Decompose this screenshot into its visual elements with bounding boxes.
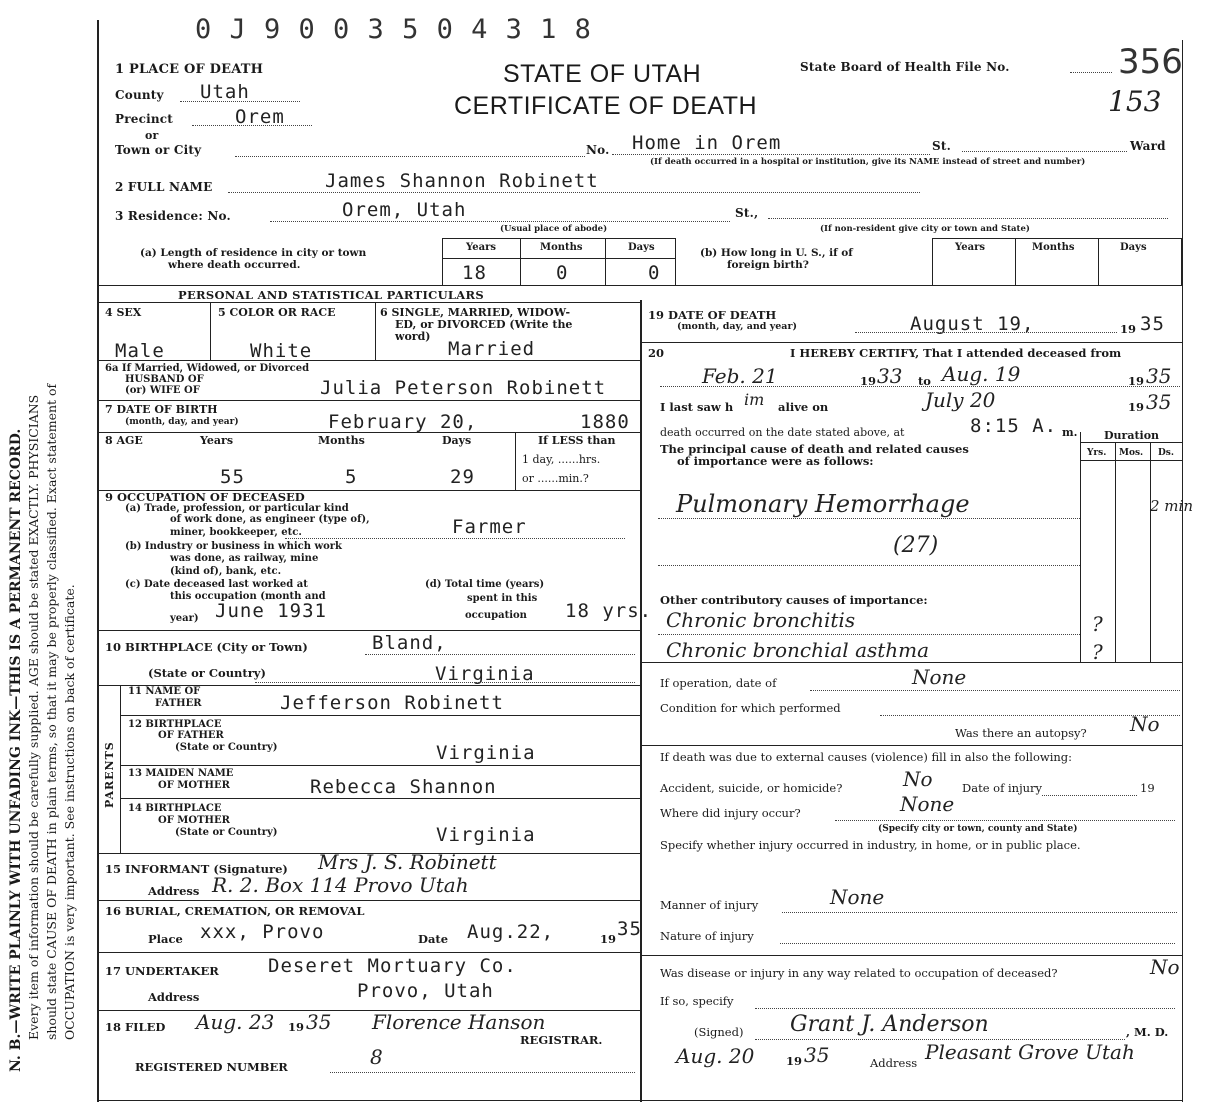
sidebar-line-3: should state CAUSE OF DEATH in plain terms, so that it may be properly classified. Exact statement of	[44, 383, 59, 1040]
father-birthplace-label-c: (State or Country)	[175, 742, 278, 753]
external-causes-label: If death was due to external causes (violence) fill in also the following:	[660, 750, 1073, 764]
residence-years: 18	[462, 262, 487, 284]
birthplace-state-label: (State or Country)	[148, 666, 266, 680]
burial-date: Aug.22,	[467, 921, 555, 943]
sidebar-line-2: Every item of information should be carefully supplied. AGE should be stated EXACTLY. PHYSICIANS	[26, 394, 41, 1040]
death-date-label-b: (month, day, and year)	[677, 321, 797, 332]
nature-label: Nature of injury	[660, 929, 754, 943]
occupation-d3: occupation	[465, 610, 527, 621]
last-saw-date: July 20	[925, 388, 996, 412]
occupation-d2: spent in this	[467, 593, 538, 604]
form-left-border	[97, 20, 99, 1102]
marital-label-a: 6 SINGLE, MARRIED, WIDOW-	[380, 306, 571, 319]
certify-to-year: 35	[1146, 364, 1172, 388]
undertaker-value: Deseret Mortuary Co.	[268, 955, 517, 977]
residence-value: Orem, Utah	[342, 199, 467, 221]
filed-date: Aug. 23	[196, 1010, 275, 1034]
operation-label: If operation, date of	[660, 676, 777, 690]
street-label: St.	[932, 139, 951, 153]
primary-cause-duration: 2 min	[1150, 497, 1193, 515]
death-occurred-label: death occurred on the date stated above, at	[660, 426, 905, 439]
days-col-header: Ds.	[1158, 448, 1175, 458]
burial-year: 35	[617, 918, 642, 940]
accident-value: No	[903, 767, 933, 791]
age-years-header: Years	[200, 434, 234, 447]
cause-code: (27)	[893, 533, 939, 558]
less-than-label-a: If LESS than	[538, 434, 616, 447]
certify-number: 20	[648, 346, 665, 360]
cause-label-a: The principal cause of death and related causes	[660, 442, 969, 456]
age-months-header: Months	[318, 434, 365, 447]
death-time: 8:15 A.	[970, 415, 1058, 437]
precinct-label: Precinct	[115, 112, 174, 126]
undertaker-address-label: Address	[148, 990, 200, 1004]
parents-side-label: PARENTS	[103, 741, 116, 808]
occupation-b2: was done, as railway, mine	[170, 553, 319, 564]
dob-value: February 20,	[328, 411, 478, 433]
hospital-note: (If death occurred in a hospital or institution, give its NAME instead of street and number)	[650, 157, 1086, 167]
father-value: Jefferson Robinett	[280, 692, 504, 714]
occupation-d1: (d) Total time (years)	[425, 579, 545, 590]
personal-header: PERSONAL AND STATISTICAL PARTICULARS	[178, 288, 484, 302]
marital-label-b: ED, or DIVORCED (Write the	[395, 318, 573, 331]
color-label: 5 COLOR OR RACE	[218, 306, 336, 319]
spouse-value: Julia Peterson Robinett	[320, 377, 607, 399]
undertaker-address: Provo, Utah	[357, 980, 494, 1002]
certify-to-label: to	[918, 374, 931, 388]
last-saw-him: im	[744, 390, 765, 409]
md-label: , M. D.	[1126, 1025, 1169, 1039]
us-residence-label-b: foreign birth?	[727, 259, 809, 271]
occupation-c2: this occupation (month and	[170, 591, 326, 602]
other-cause-2: Chronic bronchial asthma	[666, 638, 930, 662]
occupation-b1: (b) Industry or business in which work	[125, 541, 342, 552]
residence-days-header: Days	[628, 242, 655, 253]
residence-months: 0	[556, 262, 569, 284]
occupation-value: Farmer	[452, 516, 527, 538]
duration-header: Duration	[1104, 429, 1160, 442]
where-label: Where did injury occur?	[660, 806, 801, 820]
signed-year: 35	[804, 1043, 830, 1067]
condition-label: Condition for which performed	[660, 701, 841, 715]
dob-year: 1880	[580, 411, 630, 433]
occupation-a3: miner, bookkeeper, etc.	[170, 527, 302, 538]
marital-label-c: word)	[395, 330, 431, 343]
form-title-state: STATE OF UTAH	[503, 60, 702, 88]
residence-label: 3 Residence: No.	[115, 209, 231, 223]
death-time-suffix: m.	[1062, 426, 1078, 439]
mother-birthplace-label-b: OF MOTHER	[158, 815, 230, 826]
age-months: 5	[345, 466, 358, 488]
age-days: 29	[450, 466, 475, 488]
burial-date-label: Date	[418, 932, 449, 946]
place-of-death-label: 1 PLACE OF DEATH	[115, 62, 264, 77]
county-value: Utah	[200, 81, 250, 103]
last-worked-value: June 1931	[215, 600, 327, 622]
spouse-label-a: 6a If Married, Widowed, or Divorced	[105, 363, 310, 374]
full-name-value: James Shannon Robinett	[325, 170, 599, 192]
undertaker-label: 17 UNDERTAKER	[105, 964, 219, 978]
father-birthplace-label-b: OF FATHER	[158, 730, 224, 741]
sidebar-line-1: N. B.—WRITE PLAINLY WITH UNFADING INK—THIS IS A PERMANENT RECORD.	[8, 428, 24, 1072]
cause-label-b: of importance were as follows:	[677, 454, 874, 468]
color-value: White	[250, 340, 313, 362]
registrar-signature: Florence Hanson	[372, 1010, 546, 1034]
specify-label: Specify whether injury occurred in industry, in home, or in public place.	[660, 838, 1081, 852]
other-cause-2-duration: ?	[1092, 640, 1103, 664]
last-saw-prefix: 19	[1128, 400, 1145, 414]
mother-label-a: 13 MAIDEN NAME	[128, 768, 234, 779]
residence-months-header: Months	[540, 242, 583, 253]
other-causes-label: Other contributory causes of importance:	[660, 593, 928, 607]
injury-year-prefix: 19	[1140, 781, 1155, 795]
accident-label: Accident, suicide, or homicide?	[660, 781, 843, 795]
primary-cause: Pulmonary Hemorrhage	[676, 490, 970, 518]
burial-year-prefix: 19	[600, 932, 617, 946]
last-saw-year: 35	[1146, 390, 1172, 414]
precinct-value: Orem	[235, 106, 285, 128]
less-than-label-b: 1 day, ......hrs.	[522, 453, 601, 466]
mother-birthplace: Virginia	[436, 824, 536, 846]
father-birthplace-label-a: 12 BIRTHPLACE	[128, 719, 222, 730]
street-number-value: Home in Orem	[632, 132, 782, 154]
us-days-header: Days	[1120, 242, 1147, 253]
informant-label: 15 INFORMANT (Signature)	[105, 862, 288, 876]
informant-address-label: Address	[148, 884, 200, 898]
filed-label: 18 FILED	[105, 1020, 166, 1034]
manner-value: None	[830, 885, 885, 909]
length-residence-label-b: where death occurred.	[168, 259, 301, 271]
burial-label: 16 BURIAL, CREMATION, OR REMOVAL	[105, 904, 365, 918]
other-cause-1: Chronic bronchitis	[666, 608, 856, 632]
other-cause-1-duration: ?	[1092, 612, 1103, 636]
mother-value: Rebecca Shannon	[310, 776, 497, 798]
board-file-label: State Board of Health File No.	[800, 60, 1010, 74]
ward-label: Ward	[1130, 139, 1166, 153]
file-number: 356	[1118, 42, 1183, 82]
form-bottom-border	[97, 1100, 1182, 1101]
last-saw-label-a: I last saw h	[660, 400, 734, 414]
occupation-a1: (a) Trade, profession, or particular kind	[125, 503, 349, 514]
related-label: Was disease or injury in any way related to occupation of deceased?	[660, 966, 1058, 980]
occupation-b3: (kind of), bank, etc.	[170, 566, 282, 577]
non-resident-note: (If non-resident give city or town and State)	[820, 224, 1030, 234]
birthplace-label: 10 BIRTHPLACE (City or Town)	[105, 640, 308, 654]
town-label: Town or City	[115, 143, 202, 157]
signed-label: (Signed)	[694, 1025, 744, 1039]
us-months-header: Months	[1032, 242, 1075, 253]
informant-signature: Mrs J. S. Robinett	[318, 850, 497, 874]
physician-signature: Grant J. Anderson	[790, 1012, 989, 1037]
autopsy-label: Was there an autopsy?	[955, 726, 1087, 740]
occupation-c3: year)	[170, 613, 199, 624]
county-label: County	[115, 88, 164, 102]
burial-place: xxx, Provo	[200, 921, 325, 943]
registered-number: 8	[370, 1045, 383, 1069]
form-title-certificate: CERTIFICATE OF DEATH	[454, 92, 758, 120]
occupation-label: 9 OCCUPATION OF DECEASED	[105, 490, 305, 504]
dob-label-a: 7 DATE OF BIRTH	[105, 403, 218, 416]
months-col-header: Mos.	[1119, 448, 1144, 458]
operation-value: None	[912, 665, 967, 689]
father-label-a: 11 NAME OF	[128, 686, 201, 697]
certify-from: Feb. 21	[702, 364, 778, 388]
certify-from-prefix: 19	[860, 374, 877, 388]
sex-value: Male	[115, 340, 165, 362]
certify-text: I HEREBY CERTIFY, That I attended deceased from	[790, 346, 1122, 360]
manner-label: Manner of injury	[660, 898, 759, 912]
where-value: None	[900, 792, 955, 816]
file-number-secondary: 153	[1108, 85, 1162, 118]
certify-from-year: 33	[877, 364, 903, 388]
registrar-label: REGISTRAR.	[520, 1033, 603, 1047]
residence-days: 0	[648, 262, 661, 284]
signed-year-prefix: 19	[786, 1054, 803, 1068]
spouse-label-c: (or) WIFE OF	[125, 385, 200, 396]
usual-abode-note: (Usual place of abode)	[500, 224, 608, 234]
filed-year: 35	[306, 1010, 332, 1034]
mother-birthplace-label-a: 14 BIRTHPLACE	[128, 803, 222, 814]
last-saw-label-b: alive on	[778, 400, 829, 414]
form-right-border	[1182, 40, 1183, 1102]
filed-year-prefix: 19	[288, 1020, 305, 1034]
if-so-label: If so, specify	[660, 994, 734, 1008]
death-date-label-a: 19 DATE OF DEATH	[648, 308, 777, 322]
father-label-b: FATHER	[155, 698, 202, 709]
spouse-label-b: HUSBAND OF	[125, 374, 204, 385]
full-name-label: 2 FULL NAME	[115, 180, 213, 194]
physician-address-label: Address	[870, 1056, 918, 1070]
sex-label: 4 SEX	[105, 306, 142, 319]
us-years-header: Years	[955, 242, 986, 253]
residence-years-header: Years	[466, 242, 497, 253]
age-days-header: Days	[442, 434, 472, 447]
physician-address: Pleasant Grove Utah	[925, 1040, 1135, 1064]
informant-address: R. 2. Box 114 Provo Utah	[212, 873, 469, 897]
total-time-value: 18 yrs.	[565, 600, 653, 622]
birthplace-city: Bland,	[372, 632, 447, 654]
death-year-prefix: 19	[1120, 322, 1137, 336]
death-date-value: August 19,	[910, 313, 1035, 335]
middle-divider	[640, 300, 642, 1102]
injury-date-label: Date of injury	[962, 781, 1043, 795]
dob-label-b: (month, day, and year)	[125, 417, 239, 427]
burial-place-label: Place	[148, 932, 183, 946]
residence-street-label: St.,	[735, 206, 759, 220]
years-col-header: Yrs.	[1087, 448, 1107, 458]
certify-to: Aug. 19	[942, 362, 1021, 386]
registered-number-label: REGISTERED NUMBER	[135, 1060, 288, 1074]
us-residence-label-a: (b) How long in U. S., if of	[700, 247, 853, 259]
birthplace-state: Virginia	[435, 663, 535, 685]
street-number-label: No.	[586, 143, 610, 157]
mother-label-b: OF MOTHER	[158, 780, 230, 791]
autopsy-value: No	[1130, 712, 1160, 736]
or-label: or	[145, 129, 159, 142]
death-year: 35	[1140, 313, 1165, 335]
serial-number: 0 J 9 0 0 3 5 0 4 3 1 8	[195, 14, 592, 45]
where-note: (Specify city or town, county and State)	[878, 824, 1078, 834]
mother-birthplace-label-c: (State or Country)	[175, 827, 278, 838]
age-label: 8 AGE	[105, 434, 143, 447]
related-value: No	[1150, 955, 1180, 979]
length-residence-label-a: (a) Length of residence in city or town	[140, 247, 367, 259]
age-years: 55	[220, 466, 245, 488]
occupation-a2: of work done, as engineer (type of),	[170, 514, 370, 525]
signed-date: Aug. 20	[676, 1044, 755, 1068]
sidebar-line-4: OCCUPATION is very important. See instructions on back of certificate.	[62, 584, 77, 1040]
less-than-label-c: or ......min.?	[522, 472, 589, 485]
marital-value: Married	[448, 338, 536, 360]
father-birthplace: Virginia	[436, 742, 536, 764]
certify-to-prefix: 19	[1128, 374, 1145, 388]
occupation-c1: (c) Date deceased last worked at	[125, 579, 308, 590]
